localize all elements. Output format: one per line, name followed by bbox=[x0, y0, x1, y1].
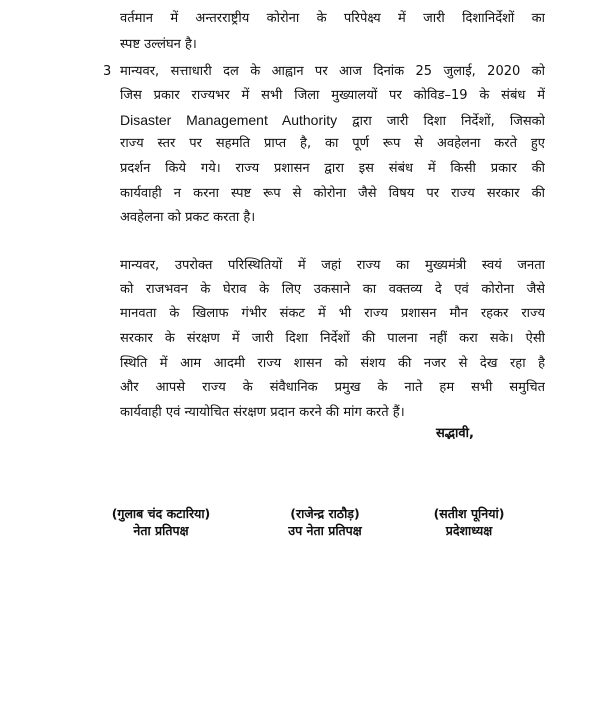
point3-line-7: अवहेलना को प्रकट करता है। bbox=[120, 210, 256, 225]
signatory-title: प्रदेशाध्यक्ष bbox=[445, 523, 493, 538]
point3-line-3 bbox=[120, 110, 545, 130]
point3-line-1: मान्यवर, सत्ताधारी दल के आह्वान पर आज दिनांक 25 जुलाई, 2020 को bbox=[120, 64, 545, 79]
point-number: 3 bbox=[103, 64, 112, 79]
closing-salutation: सद्भावी, bbox=[436, 426, 474, 441]
final-line-5: स्थिति में आम आदमी राज्य शासन को संशय की नजर से देख रहा है bbox=[120, 356, 545, 371]
final-line-6: और आपसे राज्य के संवैधानिक प्रमुख के नाते हम सभी समुचित bbox=[120, 380, 545, 395]
point3-line-4: राज्य स्तर पर सहमति प्राप्त है, का पूर्ण रूप से अवहेलना करते हुए bbox=[120, 136, 545, 151]
intro-line-2: स्पष्ट उल्लंघन है। bbox=[120, 37, 197, 52]
signatory-title: नेता प्रतिपक्ष bbox=[133, 523, 189, 538]
signatory-title: उप नेता प्रतिपक्ष bbox=[288, 523, 362, 538]
signatory-name: (गुलाब चंद कटारिया) bbox=[111, 506, 211, 521]
signatory-name: (राजेन्द्र राठौड़) bbox=[290, 506, 360, 521]
authority-name: Disaster Management Authority bbox=[120, 112, 338, 128]
signatory-3 bbox=[404, 505, 534, 539]
signatory-name: (सतीश पूनियां) bbox=[433, 506, 505, 521]
final-line-4: सरकार के संरक्षण में जारी दिशा निर्देशों की पालना नहीं करा सके। ऐसी bbox=[120, 331, 545, 346]
intro-line-1: वर्तमान में अन्तरराष्ट्रीय कोरोना के परिपेक्ष्य में जारी दिशानिर्देशों का bbox=[120, 11, 545, 26]
point3-line-6: कार्यवाही न करना स्पष्ट रूप से कोरोना जैसे विषय पर राज्य सरकार की bbox=[120, 186, 545, 201]
signatory-1 bbox=[96, 505, 226, 539]
final-line-7: कार्यवाही एवं न्यायोचित संरक्षण प्रदान करने की मांग करते हैं। bbox=[120, 405, 405, 420]
signatory-2 bbox=[260, 505, 390, 539]
point3-line-3-rest: द्वारा जारी दिशा निर्देशों, जिसको bbox=[337, 114, 545, 129]
final-line-3: मानवता के खिलाफ गंभीर संकट में भी राज्य प्रशासन मौन रहकर राज्य bbox=[120, 306, 545, 321]
final-line-2: को राजभवन के घेराव के लिए उकसाने का वक्तव्य दे एवं कोरोना जैसे bbox=[120, 282, 545, 297]
point3-line-2: जिस प्रकार राज्यभर में सभी जिला मुख्यालयों पर कोविड–19 के संबंध में bbox=[120, 88, 545, 103]
point3-line-5: प्रदर्शन किये गये। राज्य प्रशासन द्वारा इस संबंध में किसी प्रकार की bbox=[120, 161, 545, 176]
final-line-1: मान्यवर, उपरोक्त परिस्थितियों में जहां राज्य का मुख्यमंत्री स्वयं जनता bbox=[120, 258, 545, 273]
